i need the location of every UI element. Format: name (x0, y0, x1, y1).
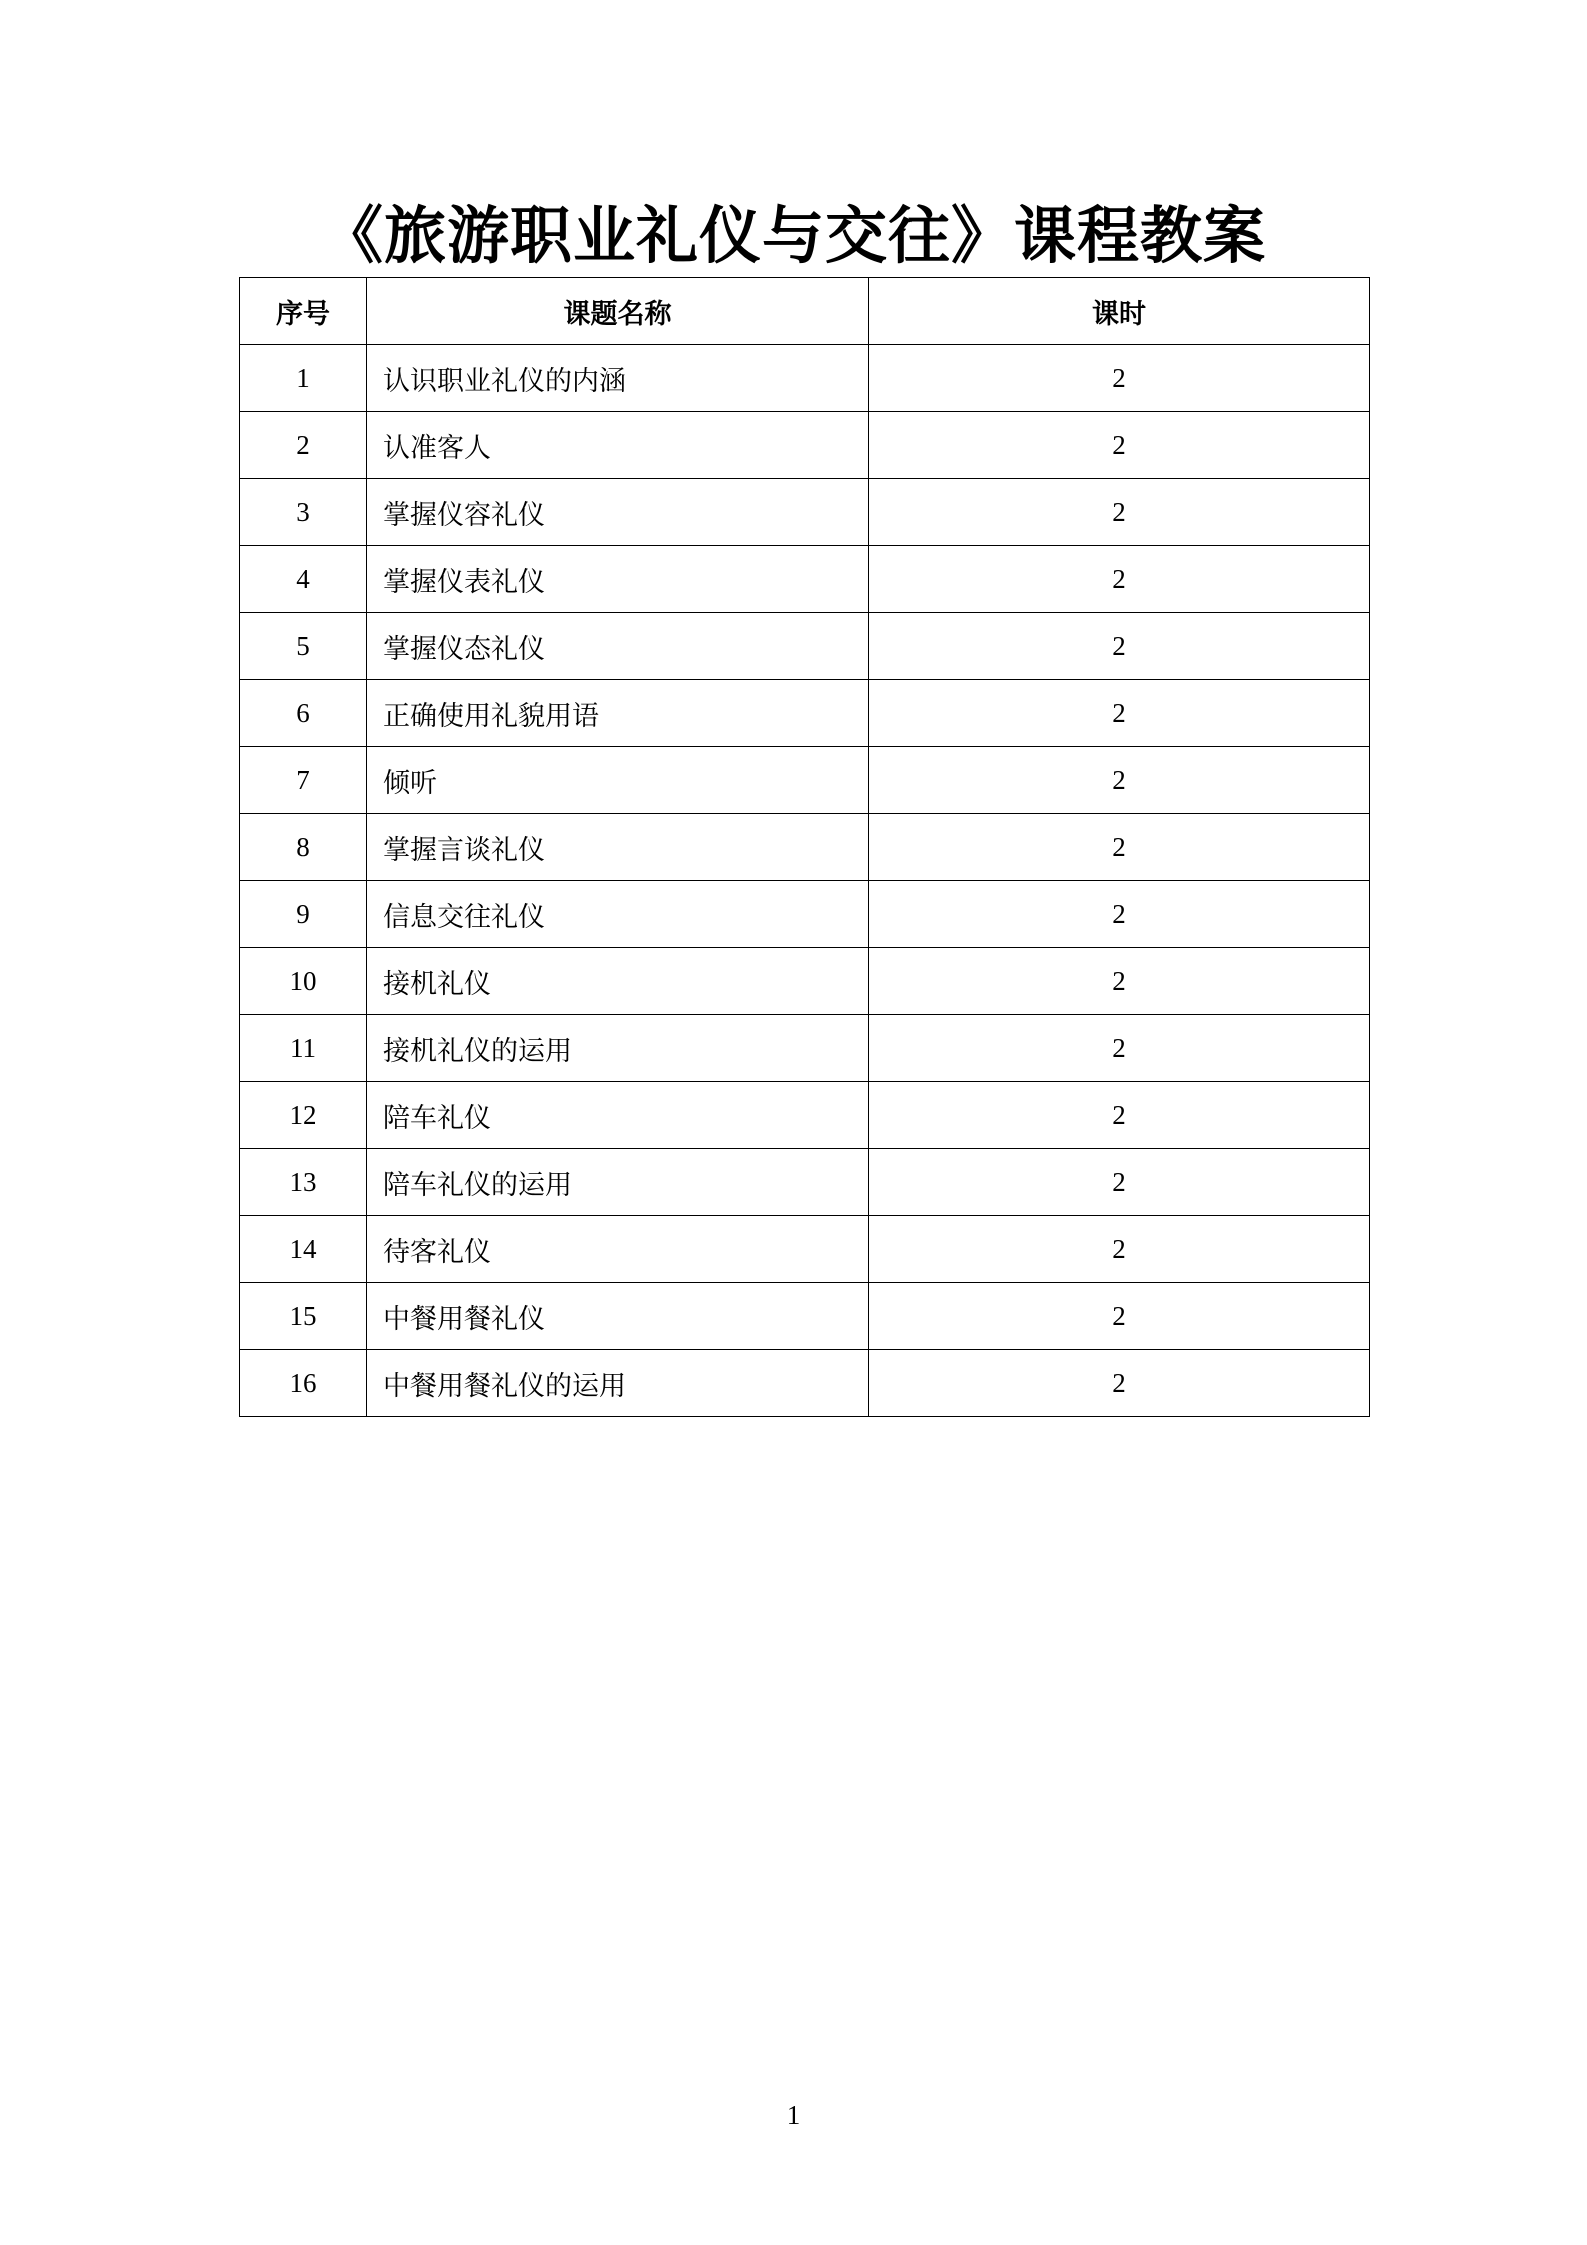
row-name: 中餐用餐礼仪 (367, 1283, 869, 1350)
page-number: 1 (786, 2100, 801, 2130)
row-name: 信息交往礼仪 (367, 881, 869, 948)
table-header-row (240, 278, 1370, 345)
row-hours: 2 (869, 479, 1370, 546)
row-name: 陪车礼仪的运用 (367, 1149, 869, 1216)
row-num: 14 (240, 1216, 367, 1283)
table-row (240, 1216, 1370, 1283)
table-row (240, 613, 1370, 680)
row-hours: 2 (869, 680, 1370, 747)
row-num: 7 (240, 747, 367, 814)
row-hours: 2 (869, 1082, 1370, 1149)
row-hours: 2 (869, 345, 1370, 412)
table-row (240, 345, 1370, 412)
row-name: 接机礼仪 (367, 948, 869, 1015)
row-hours: 2 (869, 1015, 1370, 1082)
row-hours: 2 (869, 546, 1370, 613)
header-hours: 课时 (869, 278, 1370, 345)
row-name: 待客礼仪 (367, 1216, 869, 1283)
row-name: 正确使用礼貌用语 (367, 680, 869, 747)
row-hours: 2 (869, 613, 1370, 680)
table-row (240, 1350, 1370, 1417)
table-row (240, 1015, 1370, 1082)
row-name: 掌握仪态礼仪 (367, 613, 869, 680)
row-num: 11 (240, 1015, 367, 1082)
table-row (240, 1149, 1370, 1216)
table-row (240, 948, 1370, 1015)
row-num: 9 (240, 881, 367, 948)
row-name: 掌握仪表礼仪 (367, 546, 869, 613)
table-row (240, 1283, 1370, 1350)
row-num: 10 (240, 948, 367, 1015)
row-hours: 2 (869, 412, 1370, 479)
row-hours: 2 (869, 948, 1370, 1015)
row-num: 8 (240, 814, 367, 881)
header-name: 课题名称 (367, 278, 869, 345)
table-row (240, 546, 1370, 613)
table-row (240, 680, 1370, 747)
row-name: 掌握仪容礼仪 (367, 479, 869, 546)
table-row (240, 747, 1370, 814)
row-num: 1 (240, 345, 367, 412)
table-row (240, 412, 1370, 479)
row-hours: 2 (869, 747, 1370, 814)
row-num: 16 (240, 1350, 367, 1417)
row-num: 3 (240, 479, 367, 546)
row-hours: 2 (869, 1350, 1370, 1417)
row-num: 13 (240, 1149, 367, 1216)
header-num: 序号 (240, 278, 367, 345)
row-num: 15 (240, 1283, 367, 1350)
row-hours: 2 (869, 1216, 1370, 1283)
row-name: 认准客人 (367, 412, 869, 479)
row-num: 12 (240, 1082, 367, 1149)
row-hours: 2 (869, 1149, 1370, 1216)
table-row (240, 1082, 1370, 1149)
row-hours: 2 (869, 1283, 1370, 1350)
row-name: 中餐用餐礼仪的运用 (367, 1350, 869, 1417)
row-name: 陪车礼仪 (367, 1082, 869, 1149)
row-num: 6 (240, 680, 367, 747)
table-row (240, 814, 1370, 881)
row-hours: 2 (869, 881, 1370, 948)
row-name: 认识职业礼仪的内涵 (367, 345, 869, 412)
row-num: 4 (240, 546, 367, 613)
course-table (239, 277, 1370, 1417)
page-title: 《旅游职业礼仪与交往》课程教案 (320, 199, 1266, 272)
row-num: 2 (240, 412, 367, 479)
table-row (240, 479, 1370, 546)
row-name: 倾听 (367, 747, 869, 814)
table-row (240, 881, 1370, 948)
row-hours: 2 (869, 814, 1370, 881)
row-name: 接机礼仪的运用 (367, 1015, 869, 1082)
row-num: 5 (240, 613, 367, 680)
row-name: 掌握言谈礼仪 (367, 814, 869, 881)
